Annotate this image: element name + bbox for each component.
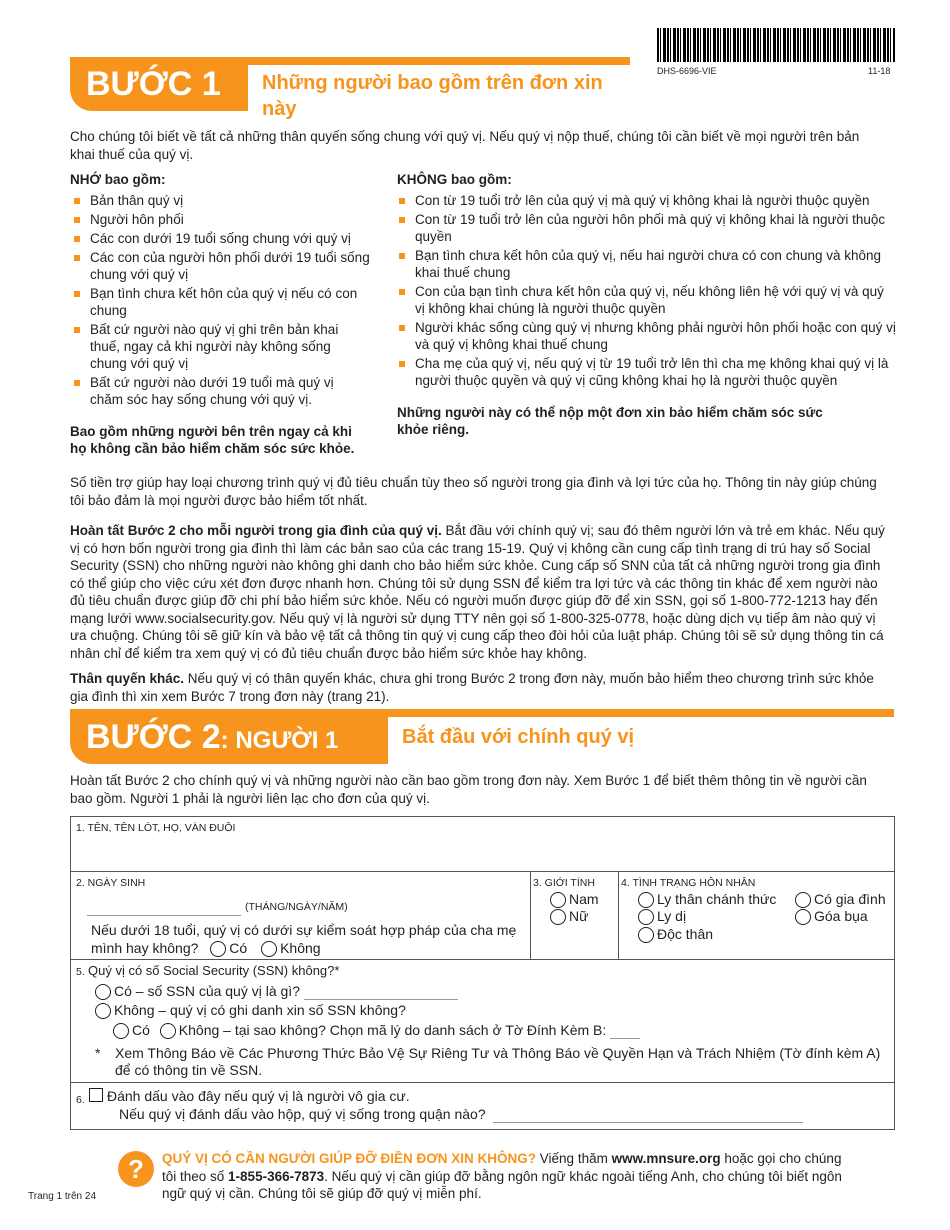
married-radio[interactable]: [795, 892, 811, 908]
step1-para2: [70, 522, 895, 662]
male-label: Nam: [569, 891, 599, 907]
county-input[interactable]: [493, 1106, 803, 1123]
include-column: [70, 172, 370, 457]
step2-tab: [70, 709, 388, 764]
barcode: [657, 28, 895, 62]
homeless-row: [71, 1082, 894, 1128]
ssn-no-label: Không – quý vị có ghi danh xin số SSN không?: [114, 1002, 406, 1018]
list-item: Các con của người hôn phối dưới 19 tuổi sống chung với quý vị: [72, 249, 370, 283]
female-label: Nữ: [569, 908, 589, 924]
form-code: DHS-6696-VIE: [657, 66, 717, 76]
homeless-label: Đánh dấu vào đây nếu quý vị là người vô gia cư.: [107, 1088, 410, 1104]
list-item: Con của bạn tình chưa kết hôn của quý vị, nếu không liên hệ với quý vị và quý vị không khai chúng là người thuộc quyền: [397, 283, 897, 317]
include-heading: NHỚ bao gồm:: [70, 172, 166, 187]
ssn-applied-yes-label: Có: [132, 1022, 150, 1038]
homeless-checkbox[interactable]: [89, 1088, 103, 1102]
birthdate-label: 2. NGÀY SINH: [76, 877, 146, 889]
ssn-no: [95, 1002, 406, 1019]
step1-tab: [70, 57, 248, 111]
step2-title: Bắt đầu với chính quý vị: [402, 726, 635, 748]
ssn-applied: [113, 1022, 640, 1039]
female-radio[interactable]: [550, 909, 566, 925]
married-label: Có gia đình: [814, 891, 886, 907]
step2-tab-text: [86, 718, 338, 757]
minor-question-text: Nếu dưới 18 tuổi, quý vị có dưới sự kiểm soát hợp pháp của cha mẹ mình hay không?: [91, 922, 517, 956]
minor-yes-radio[interactable]: [210, 941, 226, 957]
gender-female: [550, 908, 588, 925]
exclude-heading: KHÔNG bao gồm:: [397, 172, 512, 187]
list-item: Bạn tình chưa kết hôn của quý vị, nếu hai người chưa có con chung và không khai thuế chung: [397, 247, 897, 281]
step2-tab-sub: : NGƯỜI 1: [220, 727, 339, 754]
marital-cell: [618, 871, 894, 959]
marital-married: [795, 891, 886, 908]
list-item: Con từ 19 tuổi trở lên của quý vị mà quý vị không khai là người thuộc quyền: [397, 192, 897, 209]
exclude-list: [397, 192, 897, 389]
ssn-applied-no-label: Không – tại sao không? Chọn mã lý do danh sách ở Tờ Đính Kèm B:: [178, 1022, 607, 1038]
homeless-num: 6.: [76, 1094, 85, 1106]
list-item: Cha mẹ của quý vị, nếu quý vị từ 19 tuổi trở lên thì cha mẹ không khai quý vị là người thuộc quyền và quý vị cũng không khai họ là người thuộc quyền: [397, 355, 897, 389]
separated-label: Ly thân chánh thức: [657, 891, 777, 907]
exclude-column: [397, 172, 897, 438]
ssn-question: Quý vị có số Social Security (SSN) không?*: [88, 963, 340, 978]
help-icon-glyph: ?: [128, 1154, 144, 1184]
ssn-no-radio[interactable]: [95, 1003, 111, 1019]
ssn-applied-yes-radio[interactable]: [113, 1023, 129, 1039]
list-item: Các con dưới 19 tuổi sống chung với quý vị: [72, 230, 370, 247]
list-item: Người hôn phối: [72, 211, 370, 228]
list-item: Bất cứ người nào dưới 19 tuổi mà quý vị chăm sóc hay sống chung với quý vị.: [72, 374, 370, 408]
birth-row: [71, 871, 894, 960]
county-label: Nếu quý vị đánh dấu vào hộp, quý vị sống trong quận nào?: [119, 1106, 486, 1122]
marital-single: [638, 926, 713, 943]
list-item: Bạn tình chưa kết hôn của quý vị nếu có con chung: [72, 285, 370, 319]
help-question: QUÝ VỊ CÓ CẦN NGƯỜI GIÚP ĐỠ ĐIỀN ĐƠN XIN KHÔNG?: [162, 1151, 537, 1166]
marital-separated: [638, 891, 776, 908]
step1-para1: Số tiền trợ giúp hay loại chương trình quý vị đủ tiêu chuẩn tùy theo số người trong gia đình và lợi tức của họ. Thông tin này giúp chúng tôi bảo đảm là mọi người được bảo hiểm tốt nhất.: [70, 475, 877, 508]
ssn-yes-label: Có – số SSN của quý vị là gì?: [114, 983, 300, 999]
gender-male: [550, 891, 599, 908]
help-text: [162, 1150, 852, 1203]
step1-rule: [240, 57, 630, 65]
list-item: Người khác sống cùng quý vị nhưng không phải người hôn phối hoặc con quý vị và quý vị không khai thuế chung: [397, 319, 897, 353]
para2-text: Bắt đầu với chính quý vị; sau đó thêm người lớn và trẻ em khác. Nếu quý vị có hơn bốn người trong gia đình thì làm các bản sao của các trang 15-19. Quý vị không cần cung cấp tình trạng di trú hay số Social Security (SSN) cho những người nào không ghi danh cho bảo hiểm sức khỏe. Cung cấp số SNN của tất cả những người trong gia đình có thể giúp cho việc cứu xét đơn được nhanh hơn. Chúng tôi sử dụng SSN để kiểm tra lợi tức và các thông tin khác để xem người nào đủ tiêu chuẩn được giúp đỡ chi phí bảo hiểm sức khỏe. Nếu có người muốn được giúp đỡ để xin SSN, gọi số 1-800-772-1213 hay đến mạng lưới www.socialsecurity.gov. Nếu quý vị là người sử dụng TTY nên gọi số 1-800-325-0778, hoặc dùng dịch vụ tiếp âm nào quý vị ưa chuộng. Chúng tôi sẽ giữ kín và bảo vệ tất cả thông tin quý vị cung cấp theo đòi hỏi của luật pháp. Chúng tôi sẽ sử dụng thông tin cá nhân chỉ để kiểm tra xem quý vị có đủ tiêu chuẩn được bảo hiểm sức khỏe hay không.: [70, 523, 885, 661]
widowed-radio[interactable]: [795, 909, 811, 925]
minor-no-radio[interactable]: [261, 941, 277, 957]
marital-label: 4. TÌNH TRẠNG HÔN NHÂN: [621, 877, 756, 889]
ssn-num: 5.: [76, 966, 85, 978]
name-field[interactable]: [71, 817, 894, 872]
ssn-number-input[interactable]: [304, 985, 458, 1000]
date-code: 11-18: [868, 66, 891, 76]
include-list: [72, 192, 370, 408]
divorced-radio[interactable]: [638, 909, 654, 925]
birthdate-format: (THÁNG/NGÀY/NĂM): [245, 901, 348, 913]
help-text-2: hoặc gọi cho chúng tôi theo số: [162, 1151, 842, 1184]
page-number: Trang 1 trên 24: [28, 1191, 97, 1202]
help-url[interactable]: www.mnsure.org: [611, 1151, 721, 1166]
help-text-1: Viếng thăm: [536, 1151, 612, 1166]
help-icon: [118, 1151, 154, 1187]
exclude-note: Những người này có thể nộp một đơn xin bảo hiểm chăm sóc sức khỏe riêng.: [397, 405, 823, 437]
single-label: Độc thân: [657, 926, 714, 942]
para3-text: Nếu quý vị có thân quyến khác, chưa ghi trong Bước 2 trong đơn này, muốn bảo hiểm theo chương trình sức khỏe gia đình thì xin xem Bước 7 trong đơn này (trang 21).: [70, 671, 874, 704]
male-radio[interactable]: [550, 892, 566, 908]
step1-para3: [70, 670, 890, 705]
help-text-3: . Nếu quý vị cần giúp đỡ bằng ngôn ngữ khác ngoài tiếng Anh, cho chúng tôi biết ngôn ngữ quý vị cần. Chúng tôi sẽ giúp đỡ quý vị miễn phí.: [162, 1168, 842, 1201]
list-item: Bản thân quý vị: [72, 192, 370, 209]
single-radio[interactable]: [638, 927, 654, 943]
divorced-label: Ly dị: [657, 908, 687, 924]
ssn-yes-radio[interactable]: [95, 984, 111, 1000]
ssn-note: Xem Thông Báo về Các Phương Thức Bảo Vệ Sự Riêng Tư và Thông Báo về Quyền Hạn và Trách Nhiệm (Tờ đính kèm A) để có thông tin về SSN.: [115, 1045, 881, 1078]
step2-intro: Hoàn tất Bước 2 cho chính quý vị và những người nào cần bao gồm trong đơn này. Xem Bước 1 để biết thêm thông tin về người cần bao gồm. Người 1 phải là người liên lạc cho đơn của quý vị.: [70, 773, 867, 806]
para2-bold: Hoàn tất Bước 2 cho mỗi người trong gia đình của quý vị.: [70, 523, 442, 538]
step2-tab-main: BƯỚC 2: [86, 718, 221, 756]
gender-label: 3. GIỚI TÍNH: [533, 877, 595, 889]
widowed-label: Góa bụa: [814, 908, 868, 924]
para3-bold: Thân quyến khác.: [70, 671, 185, 686]
ssn-yes: [95, 983, 458, 1000]
step1-intro: Cho chúng tôi biết về tất cả những thân quyến sống chung với quý vị. Nếu quý vị nộp thuế, chúng tôi cần biết về mọi người trên bản khai thuế của quý vị.: [70, 129, 860, 162]
ssn-star: *: [95, 1045, 101, 1061]
birthdate-cell: [71, 871, 531, 959]
include-note: Bao gồm những người bên trên ngay cả khi họ không cần bảo hiểm chăm sóc sức khỏe.: [70, 424, 355, 456]
help-phone[interactable]: 1-855-366-7873: [228, 1168, 325, 1184]
name-label: 1. TÊN, TÊN LÓT, HỌ, VÀN ĐUÔI: [76, 822, 236, 834]
minor-no-label: Không: [280, 940, 321, 956]
marital-divorced: [638, 908, 686, 925]
separated-radio[interactable]: [638, 892, 654, 908]
step1-tab-label: BƯỚC 1: [86, 65, 221, 103]
gender-cell: [530, 871, 619, 959]
ssn-applied-no-radio[interactable]: [160, 1023, 176, 1039]
ssn-row: [71, 959, 894, 1083]
marital-widowed: [795, 908, 868, 925]
step1-title: Những người bao gồm trên đơn xin này: [262, 72, 603, 120]
list-item: Con từ 19 tuổi trở lên của người hôn phối mà quý vị không khai là người thuộc quyền: [397, 211, 897, 245]
minor-question: [91, 921, 531, 957]
step2-rule: [380, 709, 894, 717]
birthdate-input[interactable]: [87, 899, 241, 916]
minor-yes-label: Có: [229, 940, 248, 956]
list-item: Bất cứ người nào quý vị ghi trên bản khai thuế, ngay cả khi người này không sống chung với quý vị: [72, 321, 370, 372]
reason-code-input[interactable]: [610, 1024, 640, 1039]
person1-form: [70, 816, 895, 1130]
